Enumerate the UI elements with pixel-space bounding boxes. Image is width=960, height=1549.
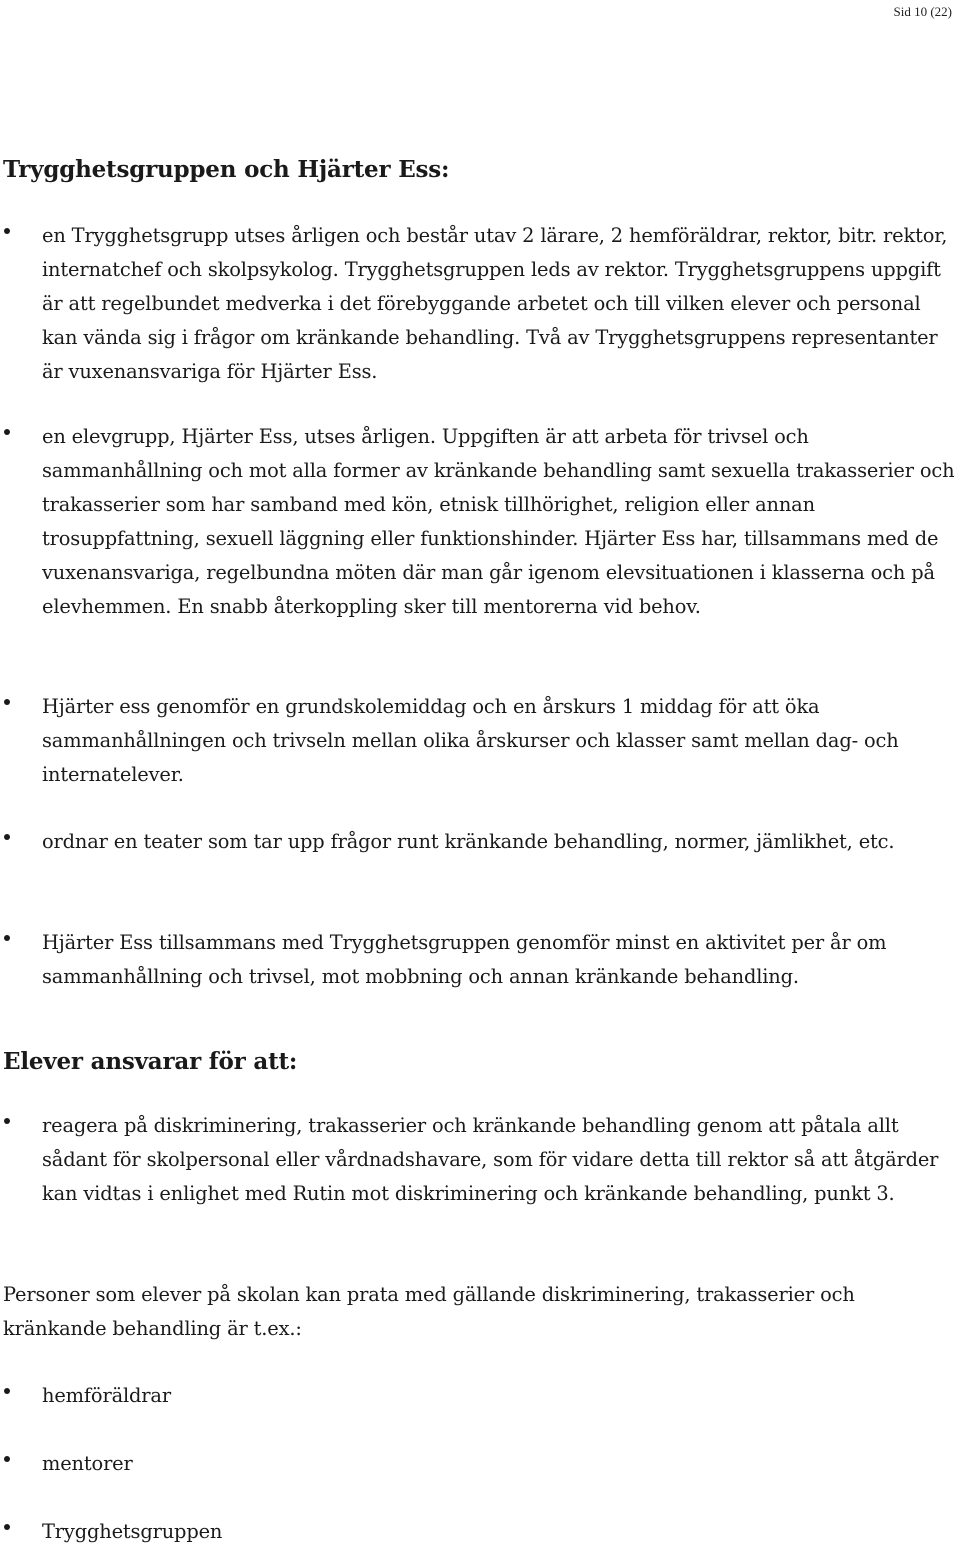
bullet-icon xyxy=(4,1524,10,1530)
list-item-text: mentorer xyxy=(42,1452,133,1475)
list-item-text: reagera på diskriminering, trakasserier och kränkande behandling genom att påtala allt sådant för skolpersonal eller vårdnadshavare, som för vidare detta till rektor så att åtgärder kan vidtas i enlighet med Rutin mot diskriminering och kränkande behandling, punkt 3. xyxy=(42,1114,939,1205)
list-item-text: Trygghetsgruppen xyxy=(42,1520,223,1543)
bullet-icon xyxy=(4,1118,10,1124)
list-item-text: ordnar en teater som tar upp frågor runt kränkande behandling, normer, jämlikhet, etc. xyxy=(42,830,895,853)
list-item-text: en Trygghetsgrupp utses årligen och består utav 2 lärare, 2 hemföräldrar, rektor, bitr. rektor, internatchef och skolpsykolog. Trygghetsgruppen leds av rektor. Trygghetsgruppens uppgift är att regelbundet medverka i det förebyggande arbetet och till vilken elever och personal kan vända sig i frågor om kränkande behandling. Två av Trygghetsgruppens representanter är vuxenansvariga för Hjärter Ess. xyxy=(42,224,948,383)
bullet-icon xyxy=(4,699,10,705)
list-item-text: hemföräldrar xyxy=(42,1384,171,1407)
bullet-icon xyxy=(4,1456,10,1462)
contacts-intro-paragraph: Personer som elever på skolan kan prata med gällande diskriminering, trakasserier och kränkande behandling är t.ex.: xyxy=(3,1283,855,1340)
list-item-text: Hjärter ess genomför en grundskolemiddag och en årskurs 1 middag för att öka sammanhållningen och trivseln mellan olika årskurser och klasser samt mellan dag- och internatelever. xyxy=(42,695,899,786)
list-item-text: Hjärter Ess tillsammans med Trygghetsgruppen genomför minst en aktivitet per år om sammanhållning och trivsel, mot mobbning och annan kränkande behandling. xyxy=(42,931,887,988)
bullet-icon xyxy=(4,1388,10,1394)
list-item-text: en elevgrupp, Hjärter Ess, utses årligen. Uppgiften är att arbeta för trivsel och sammanhållning och mot alla former av kränkande behandling samt sexuella trakasserier och trakasserier som har samband med kön, etnisk tillhörighet, religion eller annan trosuppfattning, sexuell läggning eller funktionshinder. Hjärter Ess har, tillsammans med de vuxenansvariga, regelbundna möten där man går igenom elevsituationen i klasserna och på elevhemmen. En snabb återkoppling sker till mentorerna vid behov. xyxy=(42,425,955,618)
bullet-icon xyxy=(4,935,10,941)
section-heading-trygghetsgruppen: Trygghetsgruppen och Hjärter Ess: xyxy=(3,156,450,183)
bullet-icon xyxy=(4,228,10,234)
page-number: Sid 10 (22) xyxy=(893,4,952,19)
section-heading-elever: Elever ansvarar för att: xyxy=(3,1048,298,1075)
bullet-icon xyxy=(4,834,10,840)
bullet-icon xyxy=(4,429,10,435)
